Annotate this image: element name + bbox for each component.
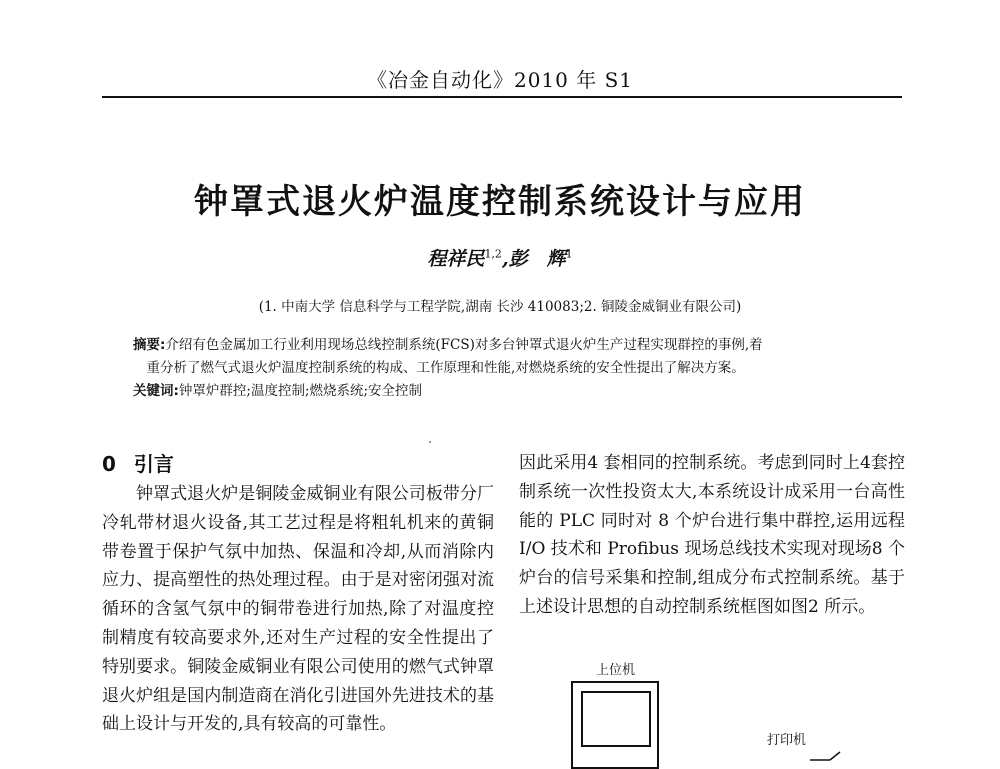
author-list (0, 244, 1000, 271)
section-title: 引言 (133, 452, 174, 476)
header-rule (102, 96, 902, 98)
abstract-text: 重分析了燃气式退火炉温度控制系统的构成、工作原理和性能,对燃烧系统的安全性提出了解决方案。 (146, 360, 745, 376)
author-name: 程祥民 (427, 248, 485, 270)
host-computer-icon (571, 681, 659, 769)
body-paragraph: 钟罩式退火炉是铜陵金威铜业有限公司板带分厂冷轧带材退火设备,其工艺过程是将粗轧机来的黄铜带卷置于保护气氛中加热、保温和冷却,从而消除内应力、提高塑性的热处理过程。由于是对密闭强对流循环的含氢气氛中的铜带卷进行加热,除了对温度控制精度有较高要求外,还对生产过程的安全性提出了特别要求。铜陵金威铜业有限公司使用的燃气式钟罩退火炉组是国内制造商在消化引进国外先进技术的基础上设计与开发的,具有较高的可靠性。 (102, 484, 494, 735)
keywords-line (133, 380, 873, 403)
section-number: 0 (102, 452, 116, 476)
printer-label: 打印机 (767, 733, 807, 748)
abstract-label: 摘要: (133, 337, 166, 353)
printer-icon (810, 750, 870, 762)
keywords-label: 关键词: (133, 383, 179, 399)
abstract-line (133, 357, 873, 380)
body-paragraph: 因此采用4 套相同的控制系统。考虑到同时上4套控制系统一次性投资太大,本系统设计成采用一台高性能的 PLC 同时对 8 个炉台进行集中群控,运用远程 I/O 技术和 Profibus 现场总线技术实现对现场8 个炉台的信号采集和控制,组成分布式控制系统。基于上述设计思想的自动控制系统框图如图2 所示。 (519, 453, 905, 617)
journal-header: 《冶金自动化》2010 年 S1 (366, 68, 634, 92)
author-separator: , (501, 248, 509, 270)
section-heading (102, 448, 174, 477)
author-affiliation-mark: 1 (565, 247, 573, 261)
abstract-line (133, 334, 873, 357)
author-name: 彭 辉 (508, 248, 566, 270)
abstract-text: 介绍有色金属加工行业利用现场总线控制系统(FCS)对多台钟罩式退火炉生产过程实现群控的事例,着 (165, 337, 763, 353)
abstract-block (133, 334, 873, 403)
monitor-screen (581, 691, 651, 747)
system-diagram (540, 655, 900, 760)
affiliation: (1. 中南大学 信息科学与工程学院,湖南 长沙 410083;2. 铜陵金威铜业有限公司) (258, 299, 742, 315)
keywords-text: 钟罩炉群控;温度控制;燃烧系统;安全控制 (178, 383, 423, 399)
left-column (102, 480, 494, 739)
paper-title: 钟罩式退火炉温度控制系统设计与应用 (194, 182, 806, 222)
host-computer-label: 上位机 (596, 663, 636, 678)
author-affiliation-mark: 1,2 (484, 247, 502, 261)
stray-dot (429, 441, 431, 443)
right-column (519, 449, 905, 622)
